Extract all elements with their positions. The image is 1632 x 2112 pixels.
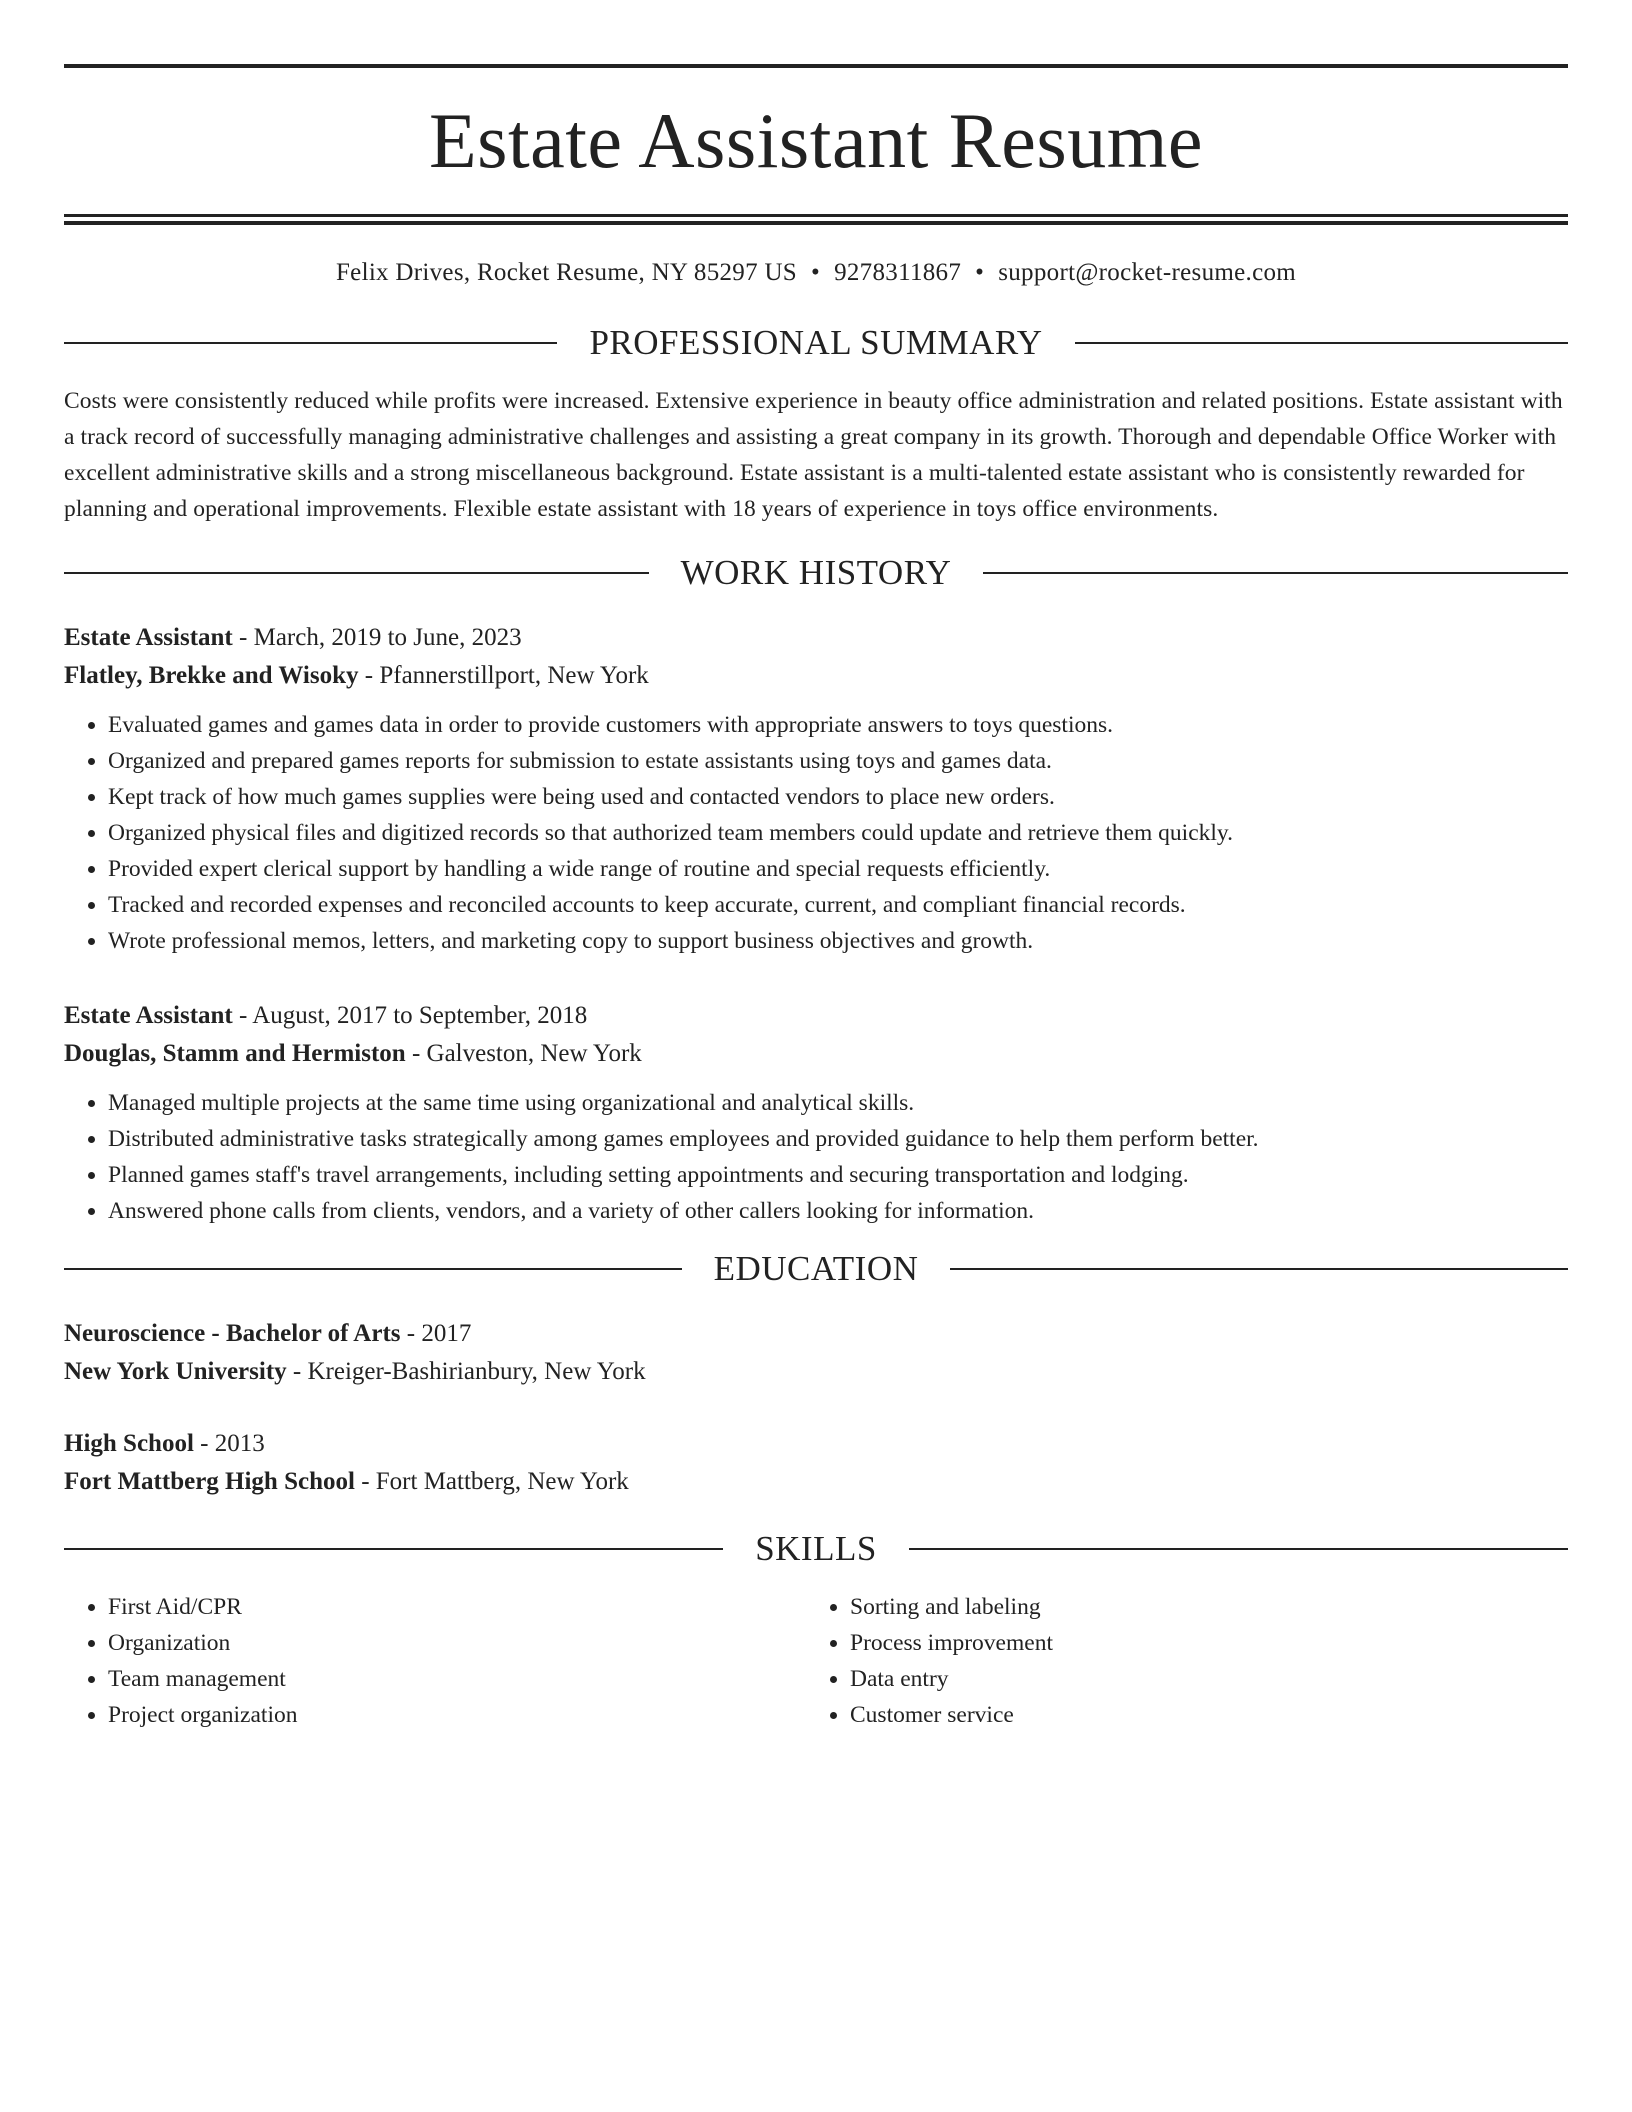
job-location: - Pfannerstillport, New York (358, 662, 649, 689)
title-double-rule (64, 214, 1568, 225)
contact-email: support@rocket-resume.com (998, 259, 1297, 286)
edu-degree-line (64, 1315, 1568, 1353)
edu-school-line (64, 1463, 1568, 1501)
heading-rule-right (983, 572, 1568, 574)
job-company-line (64, 657, 1568, 695)
job-dates: - August, 2017 to September, 2018 (232, 1002, 588, 1029)
skills-column-right (806, 1589, 1548, 1733)
contact-separator: • (975, 259, 985, 286)
section-title: WORK HISTORY (680, 553, 952, 592)
list-item: • Distributed administrative tasks strategically among games employees and provided guidance to help them perform better. (108, 1121, 1568, 1157)
job-location: - Galveston, New York (405, 1040, 642, 1067)
edu-location: - Kreiger-Bashirianbury, New York (286, 1358, 646, 1385)
list-item: • Wrote professional memos, letters, and marketing copy to support business objectives and growth. (108, 923, 1568, 959)
edu-school-line (64, 1353, 1568, 1391)
job-company: Douglas, Stamm and Hermiston (64, 1040, 406, 1067)
section-heading-education (64, 1249, 1568, 1289)
skill-item: • Customer service (850, 1697, 1548, 1733)
heading-rule-right (909, 1548, 1568, 1550)
edu-degree: High School (64, 1430, 194, 1457)
section-heading-skills (64, 1529, 1568, 1569)
heading-rule-right (950, 1268, 1568, 1270)
section-title: EDUCATION (713, 1249, 919, 1288)
contact-separator: • (811, 259, 821, 286)
section-heading-work (64, 553, 1568, 593)
education-entry (64, 1315, 1568, 1391)
list-item: • Tracked and recorded expenses and reconciled accounts to keep accurate, current, and compliant financial records. (108, 887, 1568, 923)
skill-item: • First Aid/CPR (108, 1589, 806, 1625)
skills-list (64, 1589, 1568, 1733)
skill-item: • Project organization (108, 1697, 806, 1733)
job-bullets (64, 707, 1568, 959)
contact-line (64, 257, 1568, 289)
list-item: • Provided expert clerical support by handling a wide range of routine and special requests efficiently. (108, 851, 1568, 887)
section-heading-summary (64, 323, 1568, 363)
edu-degree: Neuroscience - Bachelor of Arts (64, 1320, 401, 1347)
skill-item: • Team management (108, 1661, 806, 1697)
contact-phone: 9278311867 (834, 259, 962, 286)
page-title: Estate Assistant Resume (428, 97, 1204, 184)
skill-item: • Organization (108, 1625, 806, 1661)
job-title: Estate Assistant (64, 624, 233, 651)
heading-rule-left (64, 1548, 723, 1550)
edu-year: - 2017 (400, 1320, 472, 1347)
job-company: Flatley, Brekke and Wisoky (64, 662, 359, 689)
list-item: • Organized and prepared games reports for submission to estate assistants using toys and games data. (108, 743, 1568, 779)
section-title: PROFESSIONAL SUMMARY (589, 323, 1043, 362)
skill-item: • Sorting and labeling (850, 1589, 1548, 1625)
list-item: • Kept track of how much games supplies were being used and contacted vendors to place new orders. (108, 779, 1568, 815)
skill-item: • Process improvement (850, 1625, 1548, 1661)
resume-page (64, 64, 1568, 1733)
list-item: • Planned games staff's travel arrangements, including setting appointments and securing transportation and lodging. (108, 1157, 1568, 1193)
contact-address: Felix Drives, Rocket Resume, NY 85297 US (335, 259, 798, 286)
summary-text: Costs were consistently reduced while profits were increased. Extensive experience in beauty office administration and related positions. Estate assistant with a track record of successfully managing administrative challenges and assisting a great company in its growth. Thorough and dependable Office Worker with excellent administrative skills and a strong miscellaneous background. Estate assistant is a multi-talented estate assistant who is consistently rewarded for planning and operational improvements. Flexible estate assistant with 18 years of experience in toys office environments. (64, 388, 1563, 522)
job-entry (64, 619, 1568, 959)
skills-column-left (64, 1589, 806, 1733)
edu-year: - 2013 (193, 1430, 265, 1457)
job-title-line (64, 997, 1568, 1035)
list-item: • Organized physical files and digitized records so that authorized team members could update and retrieve them quickly. (108, 815, 1568, 851)
list-item: • Answered phone calls from clients, vendors, and a variety of other callers looking for information. (108, 1193, 1568, 1229)
list-item: • Evaluated games and games data in order to provide customers with appropriate answers to toys questions. (108, 707, 1568, 743)
education-entry (64, 1425, 1568, 1501)
heading-rule-left (64, 342, 557, 344)
list-item: • Managed multiple projects at the same time using organizational and analytical skills. (108, 1085, 1568, 1121)
edu-school: Fort Mattberg High School (64, 1468, 355, 1495)
heading-rule-left (64, 1268, 682, 1270)
top-rule (64, 64, 1568, 68)
job-title-line (64, 619, 1568, 657)
section-title: SKILLS (755, 1529, 877, 1568)
job-bullets (64, 1085, 1568, 1229)
job-company-line (64, 1035, 1568, 1073)
skills-bullets (64, 1589, 806, 1733)
job-entry (64, 997, 1568, 1229)
heading-rule-left (64, 572, 649, 574)
skill-item: • Data entry (850, 1661, 1548, 1697)
edu-location: - Fort Mattberg, New York (354, 1468, 629, 1495)
job-dates: - March, 2019 to June, 2023 (232, 624, 522, 651)
skills-bullets (806, 1589, 1548, 1733)
edu-school: New York University (64, 1358, 287, 1385)
edu-degree-line (64, 1425, 1568, 1463)
job-title: Estate Assistant (64, 1002, 233, 1029)
heading-rule-right (1075, 342, 1568, 344)
